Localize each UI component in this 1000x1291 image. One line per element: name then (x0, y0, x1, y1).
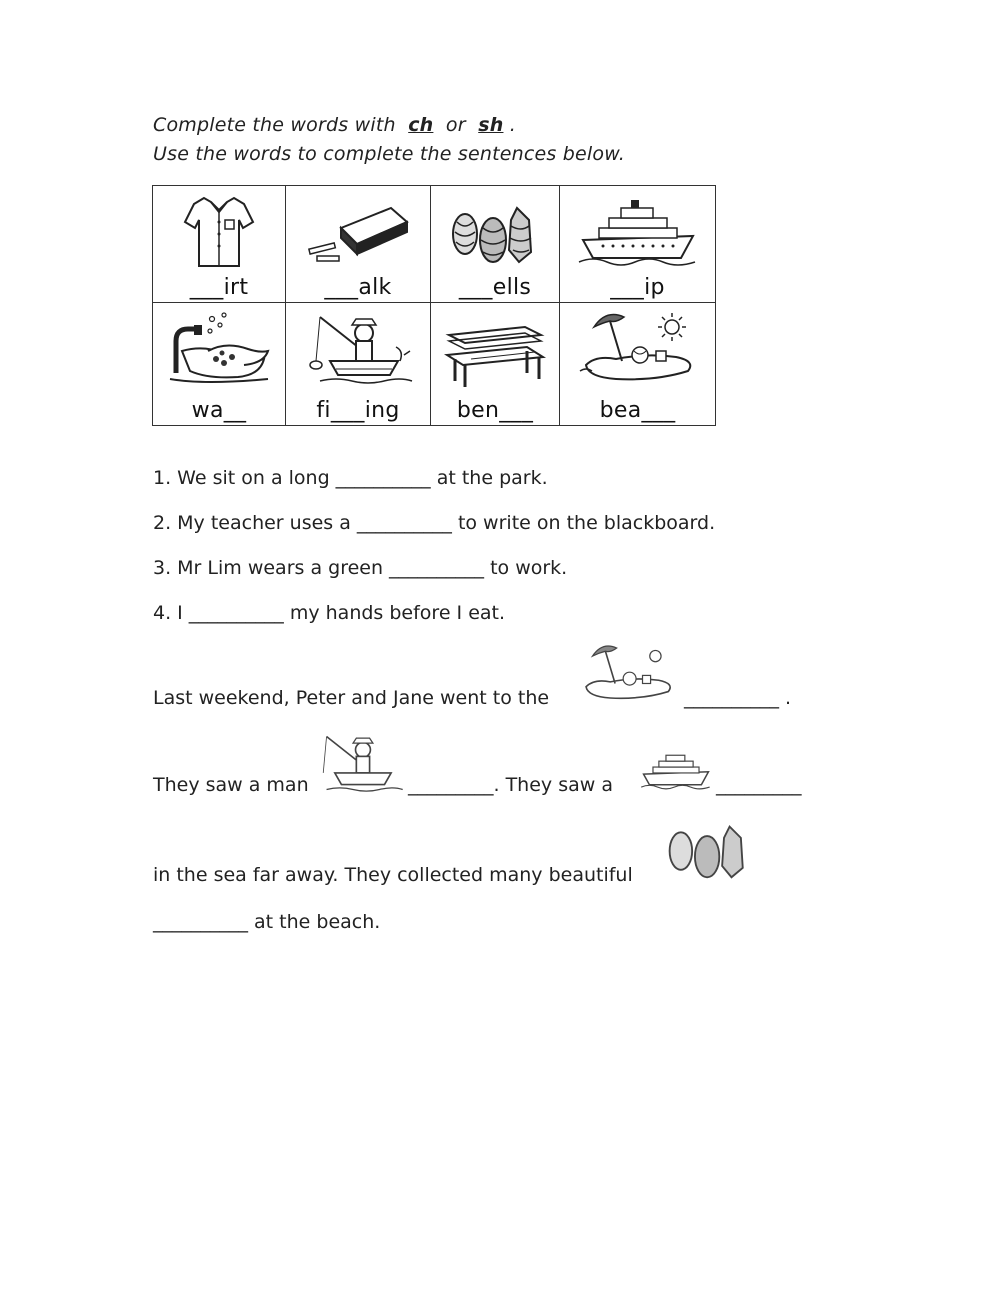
story-blank-ship: _________ (716, 774, 802, 796)
beach-icon (576, 309, 700, 387)
shells-icon (447, 200, 543, 268)
ship-icon (640, 746, 712, 794)
story-blank-beach: __________ . (684, 687, 792, 709)
grid-cell-shells (431, 186, 560, 303)
sentence-1: 1. We sit on a long __________ at the park. (153, 467, 548, 489)
ship-icon (577, 198, 699, 268)
story-line-4-text: __________ at the beach. (153, 911, 381, 933)
word-alk: ___alk (324, 275, 392, 300)
sentence-4: 4. I __________ my hands before I eat. (153, 602, 506, 624)
word-fi-ing: fi___ing (316, 398, 400, 423)
sentence-2: 2. My teacher uses a __________ to write on the blackboard. (153, 512, 716, 534)
bench-icon (443, 325, 547, 389)
sentence-3: 3. Mr Lim wears a green __________ to work. (153, 557, 568, 579)
grid-cell-shirt (153, 186, 286, 303)
word-irt: ___irt (189, 275, 249, 300)
fishing-icon (300, 311, 416, 387)
shells-icon (664, 818, 754, 884)
option-ch: ch (408, 114, 434, 136)
grid-cell-bench (431, 303, 560, 426)
grid-cell-ship (560, 186, 716, 303)
word-ells: ___ells (458, 275, 532, 300)
option-sh: sh (478, 114, 504, 136)
story-blank-fishing: _________. They saw a (408, 774, 613, 796)
word-ip: ___ip (610, 275, 665, 300)
shirt-icon (179, 190, 259, 270)
chalk-icon (303, 204, 413, 266)
instruction-line-1 (153, 114, 516, 136)
word-bea: bea___ (599, 398, 676, 423)
period: . (509, 114, 516, 136)
word-ben: ben___ (456, 398, 534, 423)
or-text: or (445, 114, 466, 136)
grid-cell-fishing (286, 303, 431, 426)
washing-hands-icon (164, 311, 274, 385)
beach-icon (578, 640, 678, 706)
story-line-1-text: Last weekend, Peter and Jane went to the (153, 687, 550, 709)
fishing-icon (310, 730, 406, 796)
story-line-3-text: in the sea far away. They collected many beautiful (153, 864, 633, 886)
grid-cell-beach (560, 303, 716, 426)
story-line-2-text: They saw a man (153, 774, 309, 796)
grid-cell-chalk (286, 186, 431, 303)
word-wa: wa__ (191, 398, 247, 423)
word-picture-grid (152, 185, 716, 426)
instruction-line-2: Use the words to complete the sentences below. (153, 143, 625, 165)
instruction-text: Complete the words with (153, 114, 396, 136)
grid-cell-wash (153, 303, 286, 426)
